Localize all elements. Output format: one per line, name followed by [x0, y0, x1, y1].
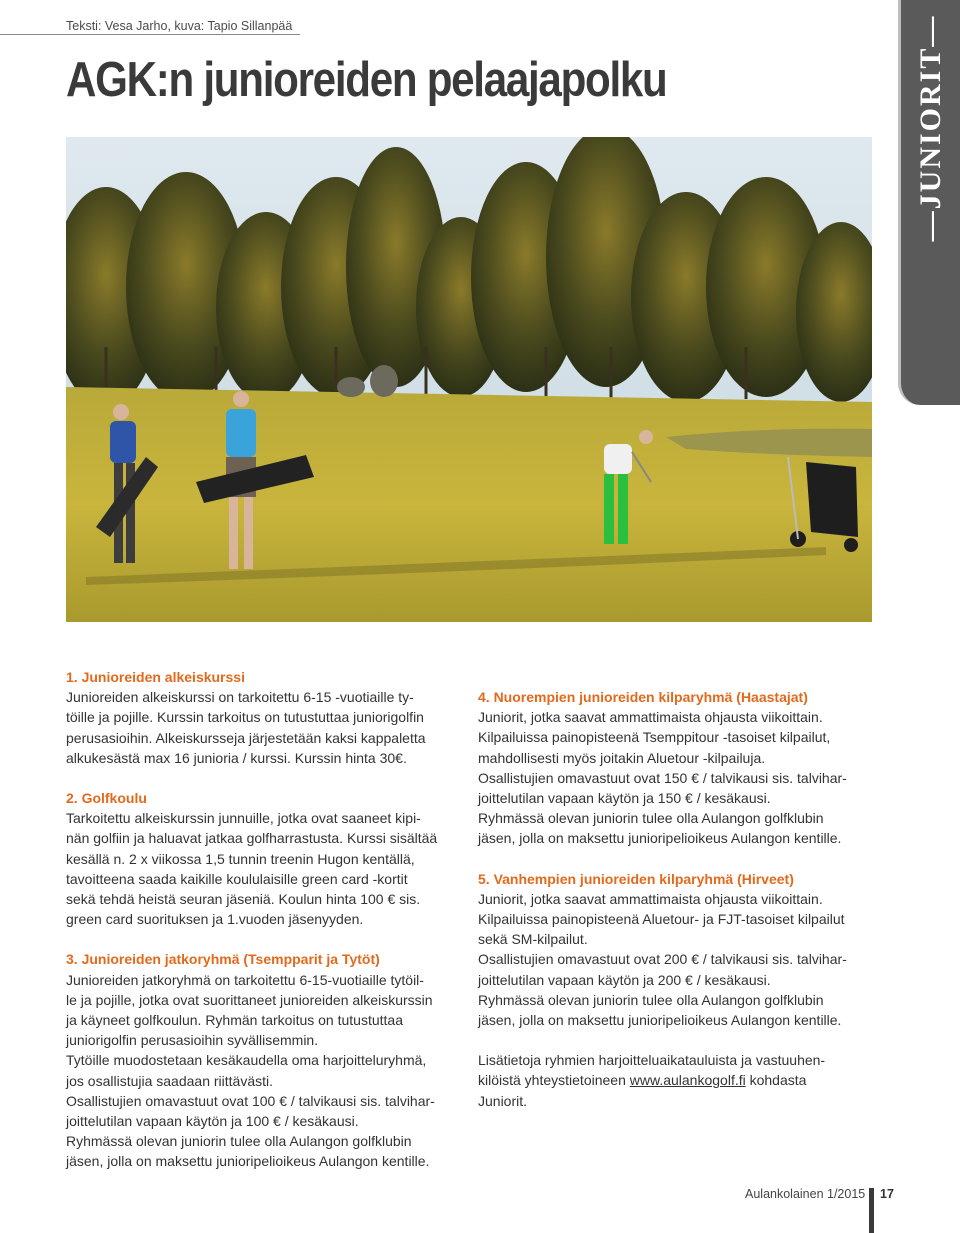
paragraph-line: perusasioihin. Alkeiskursseja järjestetään kaksi kappaletta — [66, 729, 426, 746]
credit-divider — [0, 34, 300, 35]
section-5 — [478, 869, 878, 1031]
paragraph-line: mahdollisesti myös joitakin Aluetour -kilpailuja. — [478, 749, 766, 766]
paragraph-line: Tarkoitettu alkeiskurssin junnuille, jotka ovat saaneet kipi- — [66, 810, 421, 827]
paragraph-line — [478, 1070, 878, 1090]
left-column — [66, 667, 466, 1192]
section-tab — [898, 0, 960, 405]
paragraph-line: joittelutilan vapaan käytön ja 200 € / kesäkausi. — [478, 971, 771, 988]
paragraph-line: Kilpailuissa painopisteenä Tsemppitour -tasoiset kilpailut, — [478, 729, 831, 746]
paragraph-line: jäsen, jolla on maksettu junioripelioikeus Aulangon kentille. — [66, 1153, 430, 1170]
paragraph-line: jäsen, jolla on maksettu junioripelioikeus Aulangon kentille. — [478, 830, 842, 847]
info-text: kilöistä yhteystietoineen — [478, 1072, 630, 1089]
paragraph-line: Tytöille muodostetaan kesäkaudella oma harjoitteluryhmä, — [66, 1052, 427, 1069]
info-paragraph — [478, 1050, 878, 1111]
page-title: AGK:n junioreiden pelaajapolku — [66, 53, 667, 107]
paragraph-line: Osallistujien omavastuut ovat 100 € / talvikausi sis. talvihar- — [66, 1092, 435, 1109]
paragraph-line: Junioreiden jatkoryhmä on tarkoitettu 6-15-vuotiaille tytöil- — [66, 971, 424, 988]
paragraph-line: jäsen, jolla on maksettu junioripelioikeus Aulangon kentille. — [478, 1012, 842, 1029]
paragraph-line: töille ja pojille. Kurssin tarkoitus on tutustuttaa juniorigolfin — [66, 709, 424, 726]
paragraph-line: joittelutilan vapaan käytön ja 150 € / kesäkausi. — [478, 790, 771, 807]
publication-name: Aulankolainen 1/2015 — [745, 1187, 866, 1201]
paragraph-line: Ryhmässä olevan juniorin tulee olla Aulangon golfklubin — [478, 810, 824, 827]
paragraph-line: Juniorit, jotka saavat ammattimaista ohjausta viikoittain. — [478, 890, 823, 907]
page-number: 17 — [880, 1187, 894, 1201]
paragraph-line: Juniorit, jotka saavat ammattimaista ohjausta viikoittain. — [478, 709, 823, 726]
author-credit: Teksti: Vesa Jarho, kuva: Tapio Sillanpää — [66, 19, 293, 33]
paragraph-line: sekä tehdä heistä seuran jäseniä. Koulun hinta 100 € sis. — [66, 891, 421, 908]
section-heading: 3. Junioreiden jatkoryhmä (Tsempparit ja Tytöt) — [66, 951, 380, 968]
paragraph-line: Lisätietoja ryhmien harjoitteluaikatauluista ja vastuuhen- — [478, 1052, 826, 1069]
info-text: kohdasta — [745, 1072, 807, 1089]
paragraph-line: joittelutilan vapaan käytön ja 100 € / kesäkausi. — [66, 1113, 359, 1130]
paragraph-line: le ja pojille, jotka ovat suorittaneet junioreiden alkeiskurssin — [66, 991, 433, 1008]
paragraph-line: nän golfiin ja haluavat jatkaa golfharrastusta. Kurssi sisältää — [66, 830, 438, 847]
paragraph-line: ja käyneet golfkoulun. Ryhmän tarkoitus on tutustuttaa — [66, 1012, 403, 1029]
section-heading: 2. Golfkoulu — [66, 790, 147, 807]
section-2 — [66, 788, 466, 929]
section-1 — [66, 667, 466, 768]
section-4 — [478, 687, 878, 849]
section-heading: 4. Nuorempien junioreiden kilparyhmä (Haastajat) — [478, 689, 808, 705]
golf-course-photo — [66, 137, 872, 622]
paragraph-line: tavoitteena saada kaikille koululaisille green card -kortit — [66, 870, 408, 887]
footer-divider — [869, 1188, 874, 1233]
paragraph-line: green card suorituksen ja 1.vuoden jäsenyyden. — [66, 911, 364, 928]
paragraph-line: sekä SM-kilpailut. — [478, 931, 588, 948]
paragraph-line: alkukesästä max 16 junioria / kurssi. Kurssin hinta 30€. — [66, 749, 407, 766]
section-heading: 1. Junioreiden alkeiskurssi — [66, 669, 245, 685]
section-3 — [66, 949, 466, 1171]
paragraph-line: Kilpailuissa painopisteenä Aluetour- ja FJT-tasoiset kilpailut — [478, 911, 845, 928]
paragraph-line: Ryhmässä olevan juniorin tulee olla Aulangon golfklubin — [66, 1133, 412, 1150]
paragraph-line: Junioreiden alkeiskurssi on tarkoitettu 6-15 -vuotiaille ty- — [66, 689, 414, 706]
paragraph-line: Ryhmässä olevan juniorin tulee olla Aulangon golfklubin — [478, 991, 824, 1008]
section-heading: 5. Vanhempien junioreiden kilparyhmä (Hirveet) — [478, 870, 794, 887]
website-link[interactable]: www.aulankogolf.fi — [629, 1072, 746, 1089]
section-tab-label: —JUNIORIT— — [913, 14, 947, 242]
right-column — [478, 687, 878, 1131]
paragraph-line: jos osallistujia saadaan riittävästi. — [66, 1072, 273, 1089]
paragraph-line: Osallistujien omavastuut ovat 150 € / talvikausi sis. talvihar- — [478, 769, 847, 786]
paragraph-line: Osallistujien omavastuut ovat 200 € / talvikausi sis. talvihar- — [478, 951, 847, 968]
paragraph-line: juniorigolfin perusasioihin syvällisemmin. — [66, 1032, 319, 1049]
paragraph-line: kesällä n. 2 x viikossa 1,5 tunnin treenin Hugon kentällä, — [66, 850, 415, 867]
paragraph-line: Juniorit. — [478, 1092, 528, 1109]
